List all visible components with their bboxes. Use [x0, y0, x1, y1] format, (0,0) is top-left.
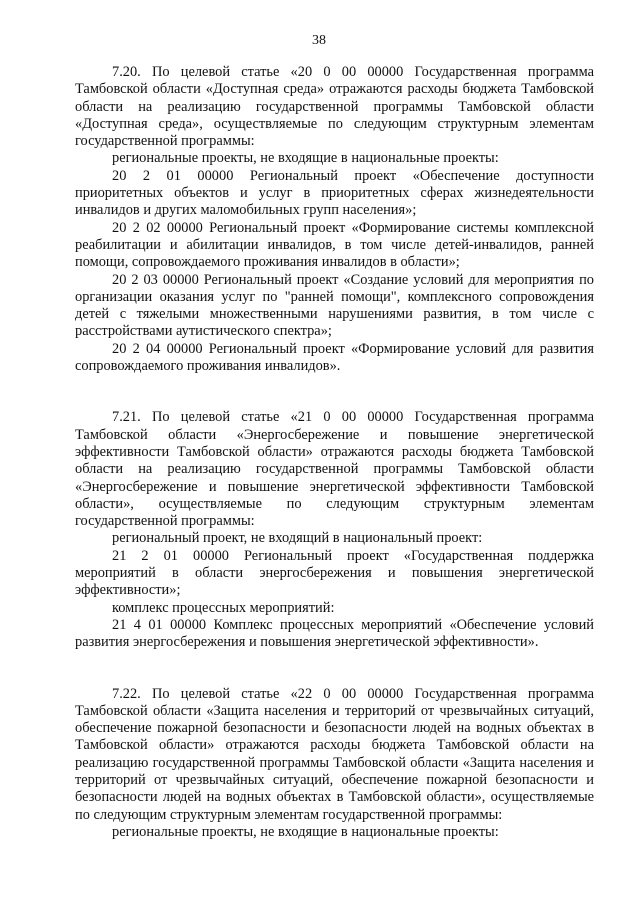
section-spacer: [75, 652, 594, 669]
section-7-22: [75, 686, 594, 842]
project-paragraph: 21 4 01 00000 Комплекс процессных мероприятий «Обеспечение условий развития энергосбережения и повышения энергетической эффективности».: [75, 616, 594, 651]
list-intro-paragraph: региональный проект, не входящий в национальный проект:: [112, 530, 483, 547]
page-number: 38: [312, 33, 326, 48]
document-body: [75, 64, 594, 841]
project-paragraph: 20 2 01 00000 Региональный проект «Обеспечение доступности приоритетных объектов и услуг в приоритетных сферах жизнедеятельности инвалидов и других маломобильных групп населения»;: [75, 167, 594, 219]
section-spacer: [75, 669, 594, 686]
section-spacer: [75, 392, 594, 409]
list-intro-paragraph: региональные проекты, не входящие в национальные проекты:: [112, 823, 499, 840]
section-spacer: [75, 375, 594, 392]
project-paragraph: 20 2 03 00000 Региональный проект «Создание условий для мероприятия по организации оказания услуг по "ранней помощи", комплексного сопровождения детей с тяжелыми множественными нарушениями развития, в том числе с расстройствами аутистического спектра»;: [75, 271, 594, 340]
project-paragraph: 21 2 01 00000 Региональный проект «Государственная поддержка мероприятий в области энергосбережения и повышения энергетической эффективности»;: [75, 547, 594, 599]
project-paragraph: 20 2 02 00000 Региональный проект «Формирование системы комплексной реабилитации и абилитации инвалидов, в том числе детей-инвалидов, ранней помощи, сопровождаемого проживания инвалидов в области»;: [75, 219, 594, 271]
section-heading-paragraph: 7.21. По целевой статье «21 0 00 00000 Государственная программа Тамбовской области «Энергосбережение и повышение энергетической эффективности Тамбовской области» отражаются расходы бюджета Тамбовской области на реализацию государственной программы Тамбовской области «Энергосбережение и повышение энергетической эффективности Тамбовской области», осуществляемые по следующим структурным элементам государственной программы:: [75, 409, 594, 530]
section-7-21: [75, 409, 594, 651]
section-heading-paragraph: 7.20. По целевой статье «20 0 00 00000 Государственная программа Тамбовской области «Доступная среда» отражаются расходы бюджета Тамбовской области на реализацию государственной программы Тамбовской области «Доступная среда», осуществляемые по следующим структурным элементам государственной программы:: [75, 64, 594, 150]
section-7-20: [75, 64, 594, 375]
section-heading-paragraph: 7.22. По целевой статье «22 0 00 00000 Государственная программа Тамбовской области «Защита населения и территорий от чрезвычайных ситуаций, обеспечение пожарной безопасности и безопасности людей на водных объектах в Тамбовской области» отражаются расходы бюджета Тамбовской области на реализацию государственной программы Тамбовской области «Защита населения и территорий от чрезвычайных ситуаций, обеспечение пожарной безопасности и безопасности людей на водных объектах в Тамбовской области», осуществляемые по следующим структурным элементам государственной программы:: [75, 685, 594, 823]
list-intro-paragraph: комплекс процессных мероприятий:: [112, 599, 335, 616]
list-intro-paragraph: региональные проекты, не входящие в национальные проекты:: [112, 150, 499, 167]
project-paragraph: 20 2 04 00000 Региональный проект «Формирование условий для развития сопровождаемого проживания инвалидов».: [75, 340, 594, 375]
